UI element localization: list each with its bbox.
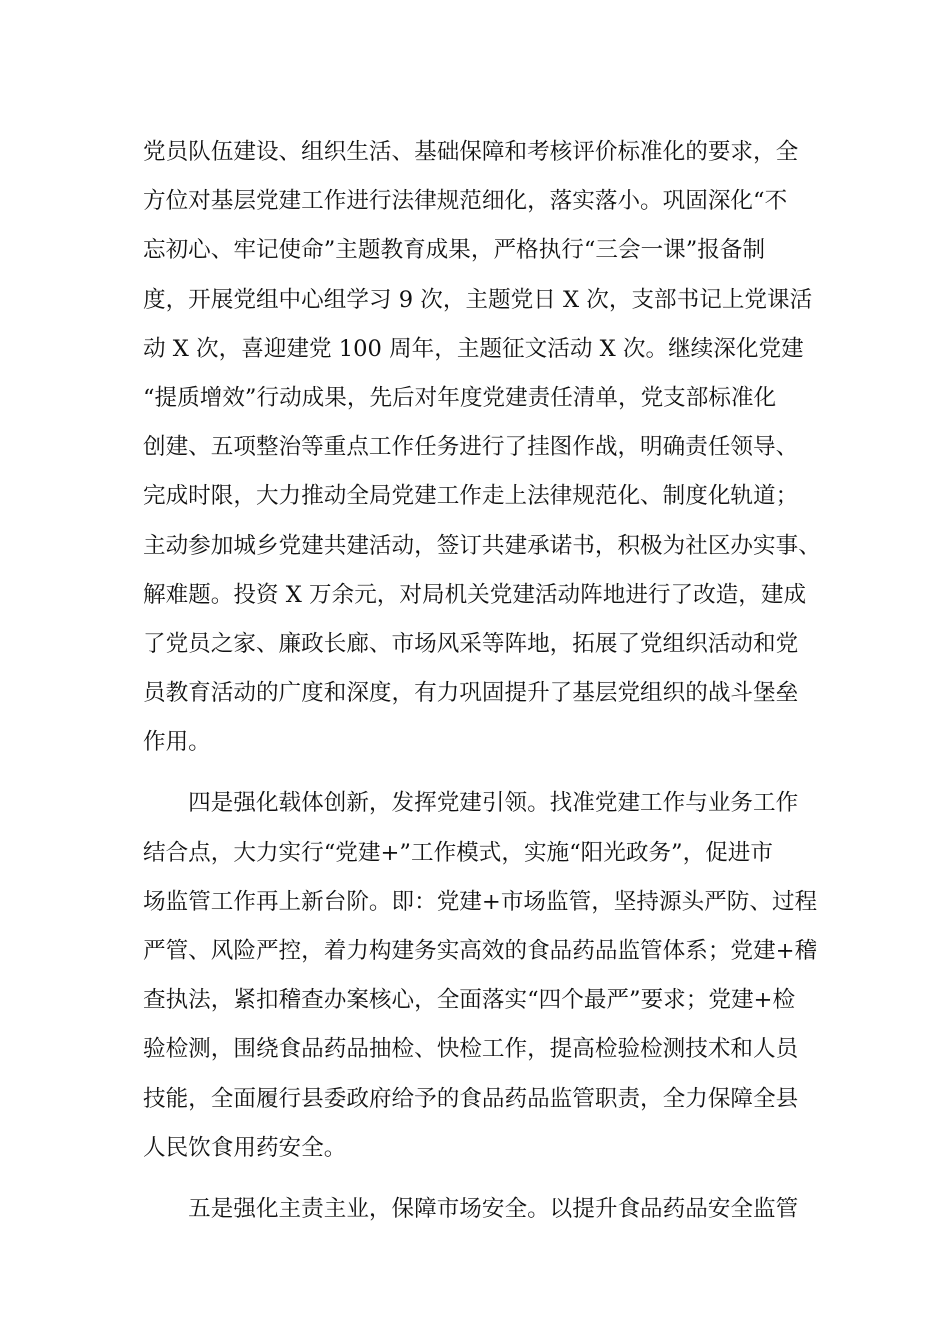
text-line: 五是强化主责主业，保障市场安全。以提升食品药品安全监管 [143, 1195, 799, 1222]
text-line: 查执法，紧扣稽查办案核心，全面落实“四个最严”要求；党建+检 [143, 987, 796, 1014]
text-line: 完成时限，大力推动全局党建工作走上法律规范化、制度化轨道； [143, 483, 799, 510]
paragraph-carrier-innovation [143, 779, 818, 1173]
text-line: 忘初心、牢记使命”主题教育成果，严格执行“三会一课”报备制 [143, 237, 766, 264]
paragraph-gap [143, 767, 813, 779]
text-line: 主动参加城乡党建共建活动，签订共建承诺书，积极为社区办实事、 [143, 532, 821, 559]
text-line: 度，开展党组中心组学习 9 次，主题党日 X 次，支部书记上党课活 [143, 286, 813, 313]
text-line: 技能，全面履行县委政府给予的食品药品监管职责，全力保障全县 [143, 1085, 799, 1112]
text-line: 创建、五项整治等重点工作任务进行了挂图作战，明确责任领导、 [143, 434, 799, 461]
text-line: 党员队伍建设、组织生活、基础保障和考核评价标准化的要求，全 [143, 139, 799, 165]
paragraph-party-building [143, 128, 821, 767]
text-line: 验检测，围绕食品药品抽检、快检工作，提高检验检测技术和人员 [143, 1036, 799, 1063]
text-line: 作用。 [143, 729, 211, 756]
text-line: 人民饮食用药安全。 [143, 1134, 347, 1161]
paragraph-market-safety [143, 1185, 813, 1234]
text-line: 四是强化载体创新，发挥党建引领。找准党建工作与业务工作 [143, 790, 799, 817]
document-body [143, 128, 821, 1234]
text-line: “提质增效”行动成果，先后对年度党建责任清单，党支部标准化 [143, 384, 777, 411]
text-line: 方位对基层党建工作进行法律规范细化，落实落小。巩固深化“不 [143, 188, 788, 215]
paragraph-gap [143, 1173, 813, 1185]
text-line: 员教育活动的广度和深度，有力巩固提升了基层党组织的战斗堡垒 [143, 680, 799, 707]
text-line: 动 X 次，喜迎建党 100 周年，主题征文活动 X 次。继续深化党建 [143, 335, 804, 362]
text-line: 结合点，大力实行“党建+”工作模式，实施“阳光政务”，促进市 [143, 839, 773, 866]
text-line: 了党员之家、廉政长廊、市场风采等阵地，拓展了党组织活动和党 [143, 630, 799, 657]
text-line: 场监管工作再上新台阶。即：党建+市场监管，坚持源头严防、过程 [143, 888, 818, 915]
text-line: 解难题。投资 X 万余元，对局机关党建活动阵地进行了改造，建成 [143, 581, 807, 608]
text-line: 严管、风险严控，着力构建务实高效的食品药品监管体系；党建+稽 [143, 938, 818, 964]
